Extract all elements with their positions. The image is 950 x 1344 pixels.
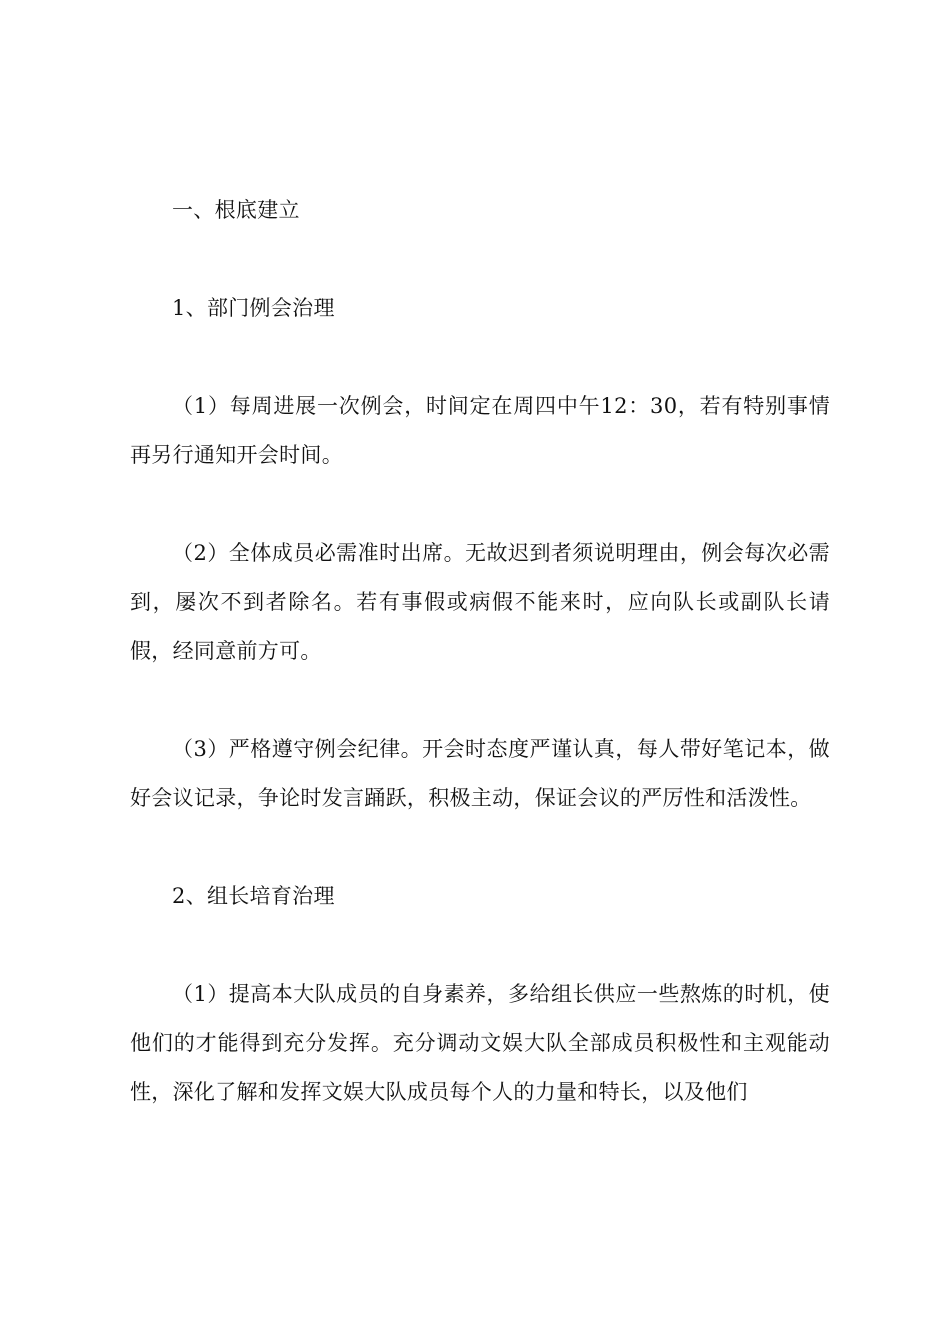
- paragraph-meeting-schedule: （1）每周进展一次例会，时间定在周四中午12：30，若有特别事情再另行通知开会时间。: [130, 394, 830, 467]
- document-body: [130, 186, 830, 1117]
- paragraph-attendance-rules: （2）全体成员必需准时出席。无故迟到者须说明理由，例会每次必需到，屡次不到者除名。若有事假或病假不能来时，应向队长或副队长请假，经同意前方可。: [130, 541, 830, 663]
- subsection-heading-leader-training: 2、组长培育治理: [172, 884, 335, 908]
- paragraph-member-quality: （1）提高本大队成员的自身素养，多给组长供应一些熬炼的时机，使他们的才能得到充分发挥。充分调动文娱大队全部成员积极性和主观能动性，深化了解和发挥文娱大队成员每个人的力量和特长，以及他们: [130, 982, 830, 1104]
- subsection-heading-meeting-management: 1、部门例会治理: [172, 296, 335, 320]
- section-heading-basic-construction: 一、根底建立: [172, 198, 300, 222]
- paragraph-meeting-discipline: （3）严格遵守例会纪律。开会时态度严谨认真，每人带好笔记本，做好会议记录，争论时发言踊跃，积极主动，保证会议的严厉性和活泼性。: [130, 737, 830, 810]
